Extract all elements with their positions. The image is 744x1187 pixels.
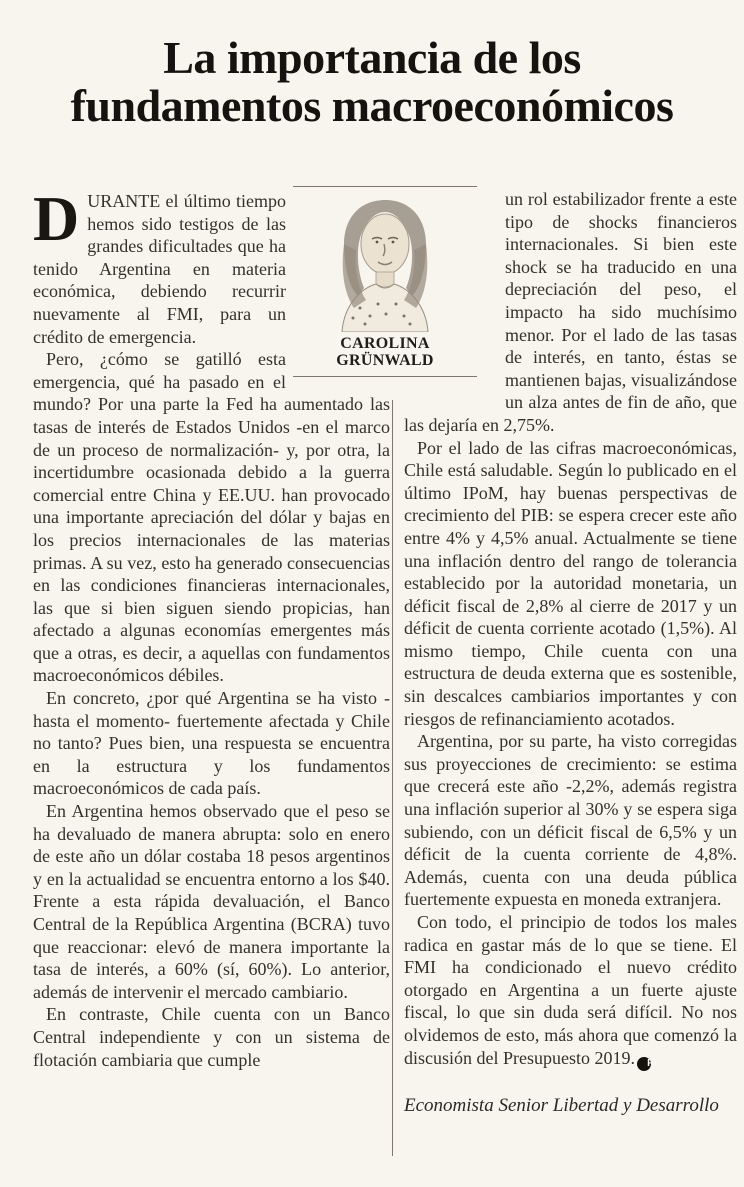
author-name-line2: GRÜNWALD <box>336 352 434 369</box>
left-column <box>33 183 390 1071</box>
photo-wrap-spacer-right <box>404 188 505 404</box>
right-column <box>404 188 737 1118</box>
article-title <box>0 34 744 131</box>
paragraph-left-2: Pero, ¿cómo se gatilló esta emergencia, qué ha pasado en el mundo? Por una parte la Fed ha aumentado las tasas de interés de Estados Unidos -en el marco de un proceso de normalización- y, por otra, la incertidumbre ocasionada debido a la guerra comercial entre China y EE.UU. han provocado una importante apreciación del dólar y bajas en los precios internacionales de las materias primas. A su vez, esto ha generado consecuencias en las condiciones financieras internacionales, las que si bien siguen siendo propicias, han afectado a algunas economías emergentes más que a otras, es decir, a aquellas con fundamentos macroeconómicos débiles. <box>33 349 390 686</box>
end-mark <box>637 1057 654 1071</box>
paragraph-left-3: En concreto, ¿por qué Argentina se ha visto -hasta el momento- fuertemente afectada y Chile no tanto? Pues bien, una respuesta se encuentra en la estructura y los fundamentos macroeconómicos de cada país. <box>33 688 390 799</box>
photo-wrap-spacer <box>286 190 390 386</box>
paragraph-left-5: En contraste, Chile cuenta con un Banco Central independiente y con un sistema de flotación cambiaria que cumple <box>33 1004 390 1070</box>
lead-paragraph-text: URANTE el último tiempo hemos sido testigos de las grandes dificultades que ha tenido Argentina en materia económica, debiendo recurrir nuevamente al FMI, para un crédito de emergencia. <box>33 191 286 347</box>
drop-cap: D <box>33 183 80 254</box>
paragraph-right-1: un rol estabilizador frente a este tipo de shocks financieros internacionales. Si bien este shock se ha traducido en una depreciación del peso, el impacto ha sido muchísimo menor. Por el lado de las tasas de interés, en tanto, éstas se mantienen bajas, visualizándose un alza antes de fin de año, que las dejaría en 2,75%. <box>404 189 737 435</box>
end-mark-letter: P <box>647 1057 654 1069</box>
article-title-line1: La importancia de los <box>163 32 581 83</box>
column-divider <box>392 400 393 1156</box>
byline: Economista Senior Libertad y Desarrollo <box>404 1095 719 1117</box>
paragraph-right-4 <box>404 911 737 1069</box>
author-name-line1: CAROLINA <box>340 335 430 352</box>
paragraph-right-3: Argentina, por su parte, ha visto corregidas sus proyecciones de crecimiento: se estima que crecerá este año -2,2%, además registra una inflación superior al 30% y se espera siga subiendo, con un déficit fiscal de 6,5% y un déficit de la cuenta corriente de 4,8%. Además, cuenta con una deuda pública fuertemente expuesta en moneda extranjera. <box>404 731 737 910</box>
paragraph-right-4-text: Con todo, el principio de todos los males radica en gastar más de lo que se tiene. El FMI ha condicionado el nuevo crédito otorgado en Argentina a un fuerte ajuste fiscal, lo que sin duda será difícil. No nos olvidemos de esto, más ahora que comenzó la discusión del Presupuesto 2019. <box>404 912 737 1068</box>
article-title-line2: fundamentos macroeconómicos <box>70 80 674 132</box>
photo-top-rule <box>293 186 477 187</box>
paragraph-right-2: Por el lado de las cifras macroeconómicas, Chile está saludable. Según lo publicado en el último IPoM, hay buenas perspectivas de crecimiento del PIB: se espera crecer este año entre 4% y 4,5% anual. Actualmente se tiene una inflación dentro del rango de tolerancia establecido por la autoridad monetaria, un déficit fiscal de 2,8% al cierre de 2017 y un déficit de cuenta corriente acotado (1,5%). Al mismo tiempo, Chile cuenta con una estructura de deuda externa que es sostenible, sin descalces cambiarios importantes y con riesgos de refinanciamiento acotados. <box>404 437 737 729</box>
paragraph-left-4: En Argentina hemos observado que el peso se ha devaluado de manera abrupta: solo en enero de este año un dólar costaba 18 pesos argentinos y en la actualidad se encuentra entorno a los $40. Frente a esta rápida devaluación, el Banco Central de la República Argentina (BCRA) tuvo que reaccionar: elevó de manera importante la tasa de interés, a 60% (sí, 60%). Lo anterior, además de intervenir el mercado cambiario. <box>33 801 390 1002</box>
